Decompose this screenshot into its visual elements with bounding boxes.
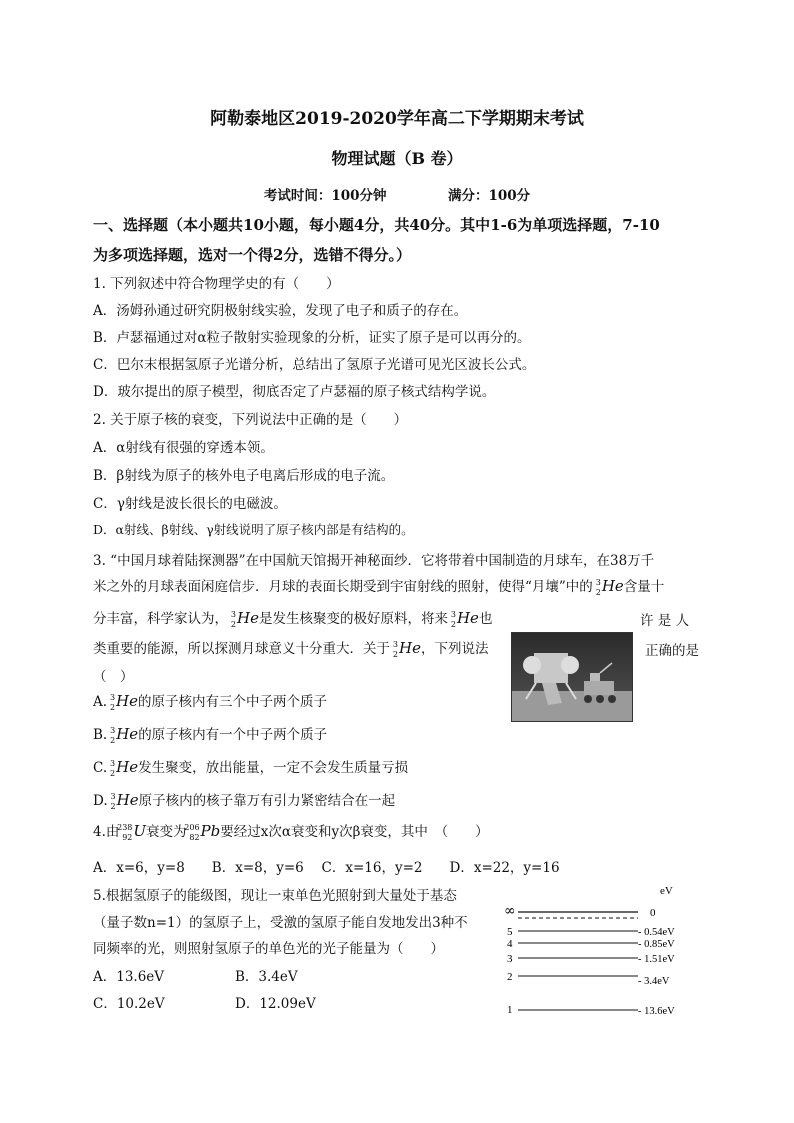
level-inf [504, 903, 656, 919]
full-score: 满分：100分 [447, 188, 531, 204]
q3-line3-right: 许 是 人 [640, 613, 690, 629]
u238-isotope: 238 92 [117, 822, 133, 842]
q1-option-d: D．玻尔提出的原子模型，彻底否定了卢瑟福的原子核式结构学说。 [93, 384, 496, 400]
level-energy-label: - 0.85eV [638, 939, 675, 950]
q5-option-d: D．12.09eV [235, 996, 316, 1012]
level-2 [507, 971, 670, 987]
q5-line1: 5.根据氢原子的能级图，现让一束单色光照射到大量处于基态 [93, 888, 457, 904]
q2-option-b: B．β射线为原子的核外电子电离后形成的电子流。 [93, 468, 395, 484]
q2-option-d: D．α射线、β射线、γ射线说明了原子核内部是有结构的。 [93, 522, 414, 537]
q3-line2: 米之外的月球表面闲庭信步．月球的表面长期受到宇宙射线的照射，使得“月壤”中的 3 2 He含量十 [93, 577, 665, 597]
level-energy-label: 0 [650, 907, 656, 919]
he3-isotope: 3 2 [392, 639, 398, 659]
pb206-isotope: 206 82 [184, 822, 200, 842]
q3-line3: 分丰富，科学家认为， 3 2 He是发生核聚变的极好原料，将来 3 2 He也 [93, 609, 493, 629]
q5-line2: （量子数n=1）的氢原子上，受激的氢原子能自发地发出3种不 [93, 915, 468, 931]
q1-option-a: A．汤姆孙通过研究阴极射线实验，发现了电子和质子的存在。 [93, 303, 468, 319]
energy-unit-label: eV [660, 885, 673, 897]
he3-isotope: 3 2 [110, 791, 116, 811]
level-n-label: 1 [507, 1004, 513, 1016]
q5-option-b: B．3.4eV [235, 969, 298, 985]
q2-stem: 2. 关于原子核的衰变，下列说法中正确的是（ ） [93, 412, 408, 428]
he3-isotope: 3 2 [110, 758, 116, 778]
q3-option-a: A. 3 2 He的原子核内有三个中子两个质子 [93, 692, 328, 712]
q4-stem: 4.由 238 92 U衰变为 206 82 Pb要经过x次α衰变和y次β衰变，其中 （ ） [93, 822, 489, 842]
level-5 [507, 926, 675, 938]
q3-line4: 类重要的能源，所以探测月球意义十分重大．关于 3 2 He，下列说法 [93, 639, 489, 659]
level-energy-label: - 3.4eV [638, 976, 670, 987]
level-1 [507, 1004, 675, 1017]
q3-line5: （ ） [93, 669, 134, 685]
section-heading-line2: 为多项选择题，选对一个得2分，选错不得分。） [93, 246, 411, 264]
level-n-label: 2 [507, 971, 513, 983]
hydrogen-energy-level-diagram [498, 880, 698, 1020]
he3-isotope: 3 2 [109, 692, 116, 712]
lunar-lander-photo [511, 632, 633, 722]
he3-isotope: 3 2 [450, 609, 456, 629]
q1-option-b: B．卢瑟福通过对α粒子散射实验现象的分析，证实了原子是可以再分的。 [93, 330, 531, 346]
q1-option-c: C．巴尔末根据氢原子光谱分析，总结出了氢原子光谱可见光区波长公式。 [93, 357, 536, 373]
q3-line1: 3. “中国月球着陆探测器”在中国航天馆揭开神秘面纱．它将带着中国制造的月球车，在38万千 [93, 553, 655, 569]
q3-line4-right: 正确的是 [645, 643, 699, 659]
level-n-label: 5 [507, 926, 513, 938]
q3-option-b: B. 3 2 He的原子核内有一个中子两个质子 [93, 725, 328, 745]
level-4 [507, 938, 675, 950]
exam-info [0, 184, 794, 204]
exam-time: 考试时间：100分钟 [263, 188, 387, 204]
level-n-label: 3 [507, 953, 513, 965]
q5-option-c: C．10.2eV [93, 996, 165, 1012]
section-heading-line1: 一、选择题（本小题共10小题，每小题4分，共40分。其中1-6为单项选择题，7-10 [93, 216, 660, 234]
level-energy-label: - 0.54eV [638, 927, 675, 938]
q2-option-a: A．α射线有很强的穿透本领。 [93, 440, 274, 456]
level-energy-label: - 1.51eV [638, 954, 675, 965]
q1-stem: 1. 下列叙述中符合物理学史的有（ ） [93, 276, 340, 292]
q5-option-a: A．13.6eV [93, 969, 165, 985]
q3-option-c: C. 3 2 He发生聚变，放出能量，一定不会发生质量亏损 [93, 758, 409, 778]
q2-option-c: C．γ射线是波长很长的电磁波。 [93, 496, 287, 512]
level-n-label: 4 [507, 938, 513, 950]
q5-line3: 同频率的光，则照射氢原子的单色光的光子能量为（ ） [93, 941, 444, 957]
q3-option-d: D. 3 2 He原子核内的核子靠万有引力紧密结合在一起 [93, 791, 396, 811]
he3-isotope: 3 2 [595, 577, 601, 597]
he3-isotope: 3 2 [110, 725, 116, 745]
he3-isotope: 3 2 [230, 609, 236, 629]
q4-options: A．x=6，y=8 B．x=8，y=6 C．x=16，y=2 D．x=22，y=16 [93, 860, 560, 876]
level-energy-label: - 13.6eV [638, 1006, 675, 1017]
level-n-label: ∞ [504, 903, 516, 919]
exam-subtitle: 物理试题（B 卷） [331, 149, 463, 168]
exam-title: 阿勒泰地区2019-2020学年高二下学期期末考试 [210, 109, 584, 129]
level-3 [507, 953, 675, 965]
